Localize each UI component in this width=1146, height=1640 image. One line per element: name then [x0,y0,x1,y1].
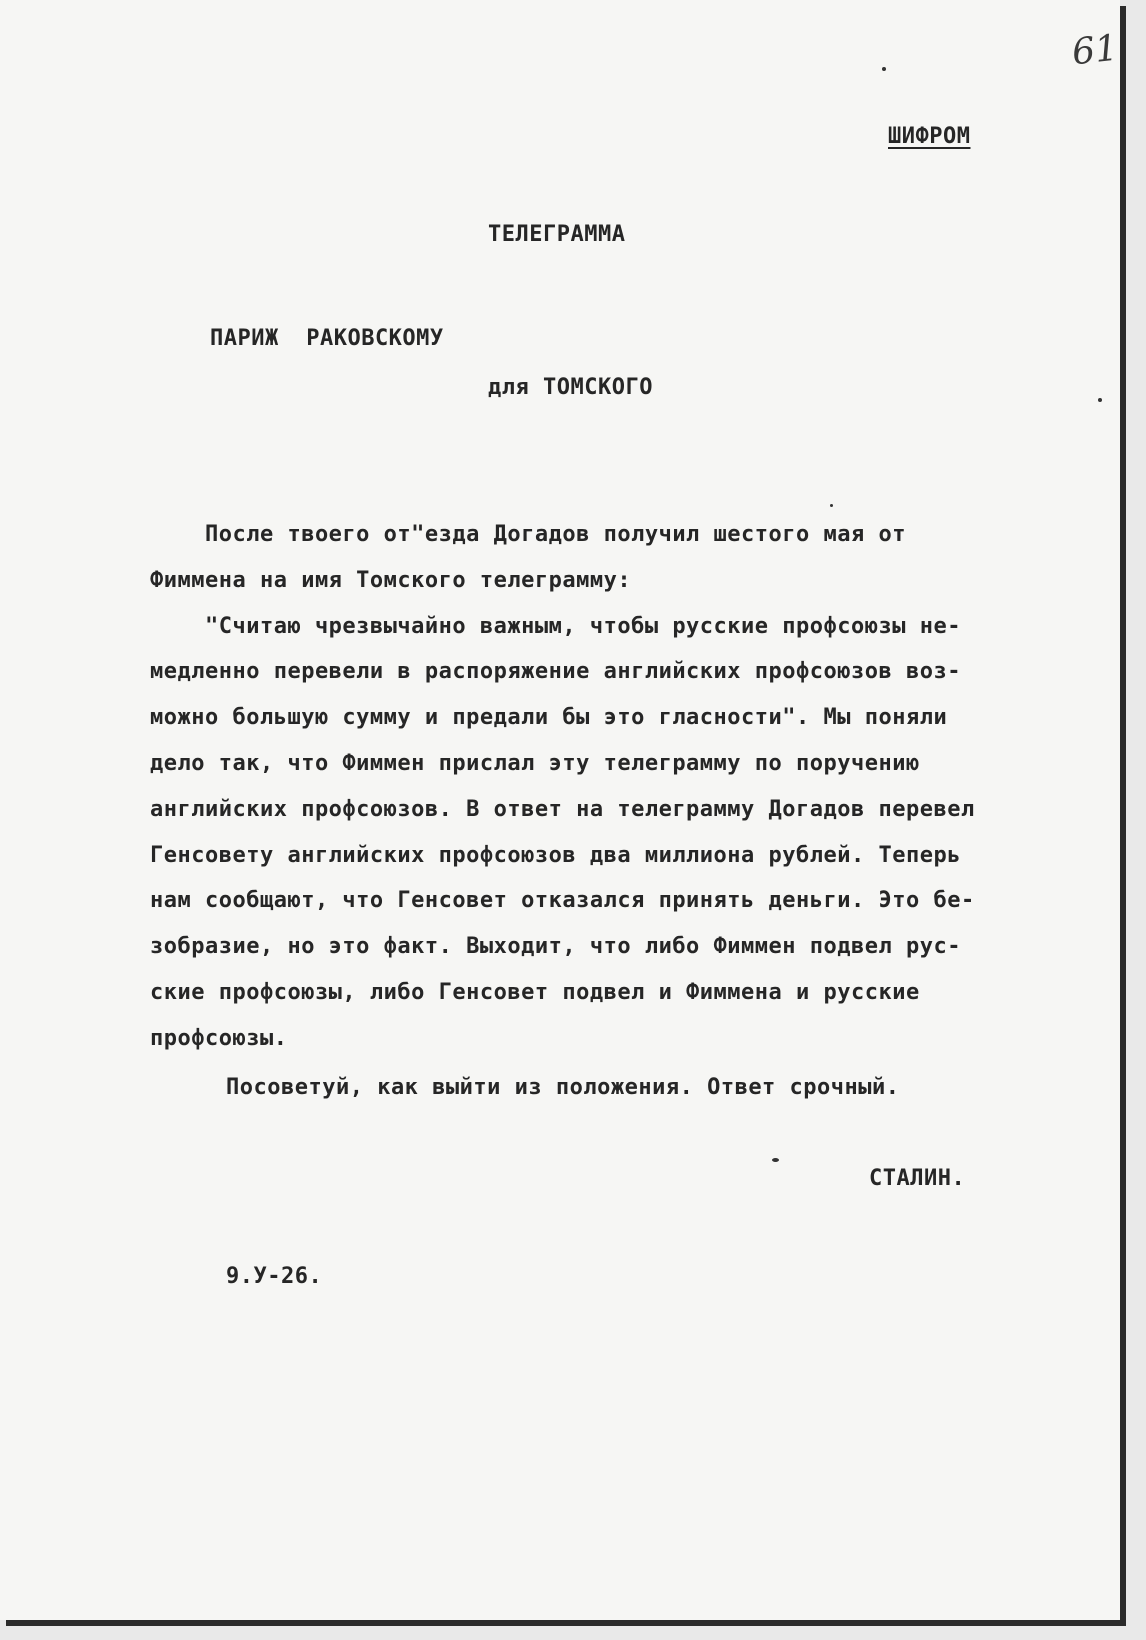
body-line: ские профсоюзы, либо Генсовет подвел и Фиммена и русские [150,979,920,1005]
ink-speck [772,1158,779,1162]
body-line: дело так, что Фиммен прислал эту телеграмму по поручению [150,750,920,776]
addressee-sub-line: для ТОМСКОГО [488,375,653,400]
body-line: нам сообщают, что Генсовет отказался принять деньги. Это бе- [150,888,975,914]
document-title: ТЕЛЕГРАММА [488,222,626,247]
body-line: английских профсоюзов. В ответ на телеграмму Догадов перевел [150,796,975,822]
body-line: "Считаю чрезвычайно важным, чтобы русские профсоюзы не- [150,613,961,639]
body-line: Генсовету английских профсоюзов два миллиона рублей. Теперь [150,842,961,868]
ink-speck [830,504,833,507]
document-date: 9.У-26. [226,1264,323,1289]
body-line: можно большую сумму и предали бы это гласности". Мы поняли [150,705,948,731]
closing-request: Посоветуй, как выйти из положения. Ответ срочный. [226,1075,900,1100]
page-number: 61 [1069,27,1120,74]
cipher-stamp: ШИФРОМ [888,124,971,149]
body-line: медленно перевели в распоряжение английских профсоюзов воз- [150,659,961,685]
telegram-body [150,512,1080,1062]
body-line: Фиммена на имя Томского телеграмму: [150,567,632,593]
body-line: После твоего от"езда Догадов получил шестого мая от [150,522,906,547]
ink-speck [1098,398,1102,402]
body-line: зобразие, но это факт. Выходит, что либо Фиммен подвел рус- [150,934,961,960]
signature: СТАЛИН. [869,1166,966,1191]
body-line: профсоюзы. [150,1025,288,1051]
addressee-line: ПАРИЖ РАКОВСКОМУ [210,326,444,351]
ink-speck [882,67,886,71]
